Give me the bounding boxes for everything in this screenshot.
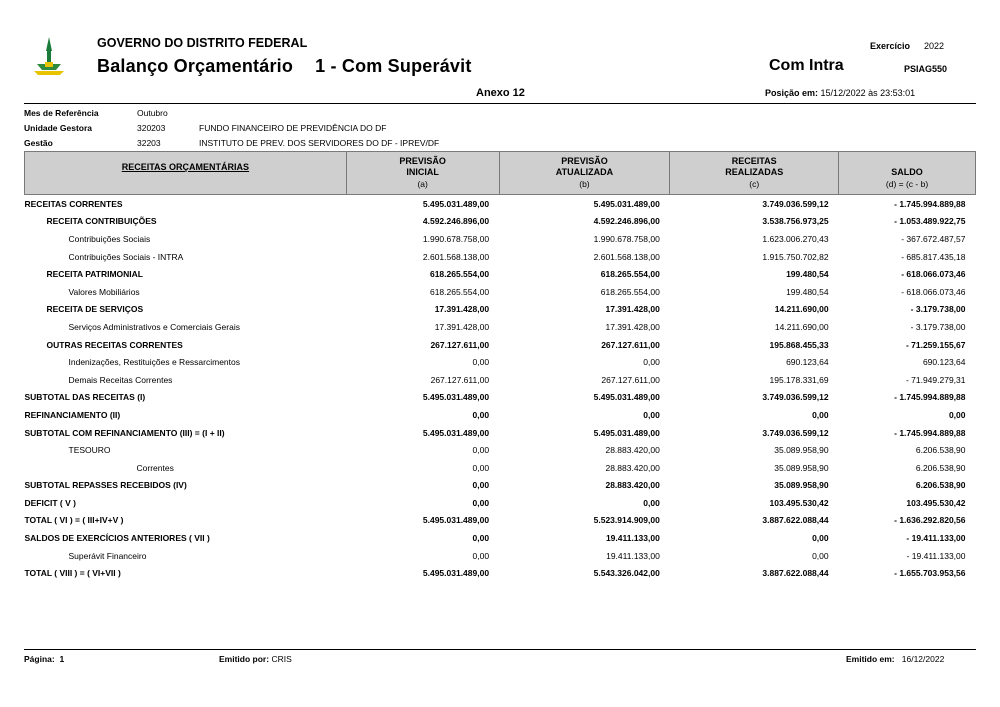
table-row: RECEITAS CORRENTES 5.495.031.489,00 5.495.031.489,00 3.749.036.599,12 - 1.745.994.889,88 bbox=[24, 198, 966, 209]
page-number: 1 bbox=[59, 654, 65, 664]
annex-label: Anexo 12 bbox=[476, 87, 525, 99]
header-divider bbox=[24, 103, 976, 104]
table-row: RECEITA PATRIMONIAL 618.265.554,00 618.265.554,00 199.480,54 - 618.066.073,46 bbox=[46, 269, 966, 280]
table-row: Correntes 0,00 28.883.420,00 35.089.958,90 6.206.538,90 bbox=[136, 462, 966, 473]
meta-unit-code: 320203 bbox=[137, 123, 166, 133]
meta-month-value: Outubro bbox=[137, 108, 168, 118]
table-row: TESOURO 0,00 28.883.420,00 35.089.958,90 6.206.538,90 bbox=[68, 445, 966, 456]
header-updated-forecast: PREVISÃO ATUALIZADA (b) bbox=[499, 152, 670, 195]
table-header-row bbox=[25, 152, 976, 195]
position-time: 23:53:01 bbox=[880, 88, 916, 98]
report-code: PSIAG550 bbox=[904, 64, 948, 74]
table-row: REFINANCIAMENTO (II) 0,00 0,00 0,00 0,00 bbox=[24, 409, 966, 420]
meta-gestao-code: 32203 bbox=[137, 138, 161, 148]
table-row: Valores Mobiliários 618.265.554,00 618.265.554,00 199.480,54 - 618.066.073,46 bbox=[68, 286, 966, 297]
table-row: Demais Receitas Correntes 267.127.611,00 267.127.611,00 195.178.331,69 - 71.949.279,31 bbox=[68, 374, 966, 385]
intra-label: Com Intra bbox=[769, 57, 844, 74]
position-label: Posição em: bbox=[765, 88, 819, 98]
table-row: DEFICIT ( V ) 0,00 0,00 103.495.530,42 103.495.530,42 bbox=[24, 497, 966, 508]
table-row: TOTAL ( VI ) = ( III+IV+V ) 5.495.031.489,00 5.523.914.909,00 3.887.622.088,44 - 1.636.292.820,56 bbox=[24, 515, 966, 526]
government-name: GOVERNO DO DISTRITO FEDERAL bbox=[97, 36, 308, 50]
report-title bbox=[97, 56, 472, 77]
table-row: Contribuições Sociais - INTRA 2.601.568.138,00 2.601.568.138,00 1.915.750.702,82 - 685.817.435,18 bbox=[68, 251, 966, 262]
report-subtitle: 1 - Com Superávit bbox=[315, 56, 472, 76]
emitted-by-value: CRIS bbox=[271, 654, 292, 664]
footer-emitted-by bbox=[219, 654, 292, 664]
footer-emitted-on bbox=[846, 654, 944, 664]
table-row: TOTAL ( VIII ) = ( VI+VII ) 5.495.031.489,00 5.543.326.042,00 3.887.622.088,44 - 1.655.703.953,56 bbox=[24, 568, 966, 579]
header-realized-revenue: RECEITAS REALIZADAS (c) bbox=[670, 152, 839, 195]
meta-unit-name: FUNDO FINANCEIRO DE PREVIDÊNCIA DO DF bbox=[199, 123, 387, 133]
table-row: Contribuições Sociais 1.990.678.758,00 1.990.678.758,00 1.623.006.270,43 - 367.672.487,57 bbox=[68, 233, 966, 244]
footer-divider bbox=[24, 649, 976, 650]
table-row: SALDOS DE EXERCÍCIOS ANTERIORES ( VII ) 0,00 19.411.133,00 0,00 - 19.411.133,00 bbox=[24, 533, 966, 544]
table-row: SUBTOTAL DAS RECEITAS (I) 5.495.031.489,00 5.495.031.489,00 3.749.036.599,12 - 1.745.994.889,88 bbox=[24, 392, 966, 403]
page-label: Página: bbox=[24, 654, 55, 664]
meta-gestao-label: Gestão bbox=[24, 138, 53, 148]
exercise-value: 2022 bbox=[924, 41, 945, 51]
emitted-by-label: Emitido por: bbox=[219, 654, 270, 664]
emitted-on-value: 16/12/2022 bbox=[901, 654, 945, 664]
table-row: SUBTOTAL COM REFINANCIAMENTO (III) = (I + II) 5.495.031.489,00 5.495.031.489,00 3.749.036.599,12 - 1.745.994.889,88 bbox=[24, 427, 966, 438]
position-info bbox=[765, 88, 915, 98]
table-row: SUBTOTAL REPASSES RECEBIDOS (IV) 0,00 28.883.420,00 35.089.958,90 6.206.538,90 bbox=[24, 480, 966, 491]
table-row: RECEITA DE SERVIÇOS 17.391.428,00 17.391.428,00 14.211.690,00 - 3.179.738,00 bbox=[46, 304, 966, 315]
table-row: Serviços Administrativos e Comerciais Gerais 17.391.428,00 17.391.428,00 14.211.690,00 - 3.179.738,00 bbox=[68, 321, 966, 332]
position-date: 15/12/2022 bbox=[820, 88, 866, 98]
budget-table bbox=[24, 151, 976, 582]
table-row: RECEITA CONTRIBUIÇÕES 4.592.246.896,00 4.592.246.896,00 3.538.756.973,25 - 1.053.489.922,75 bbox=[46, 216, 966, 227]
meta-month-label: Mes de Referência bbox=[24, 108, 99, 118]
emitted-on-label: Emitido em: bbox=[846, 654, 895, 664]
header-initial-forecast: PREVISÃO INICIAL (a) bbox=[346, 152, 499, 195]
header-description: RECEITAS ORÇAMENTÁRIAS bbox=[25, 152, 347, 195]
exercise-label: Exercício bbox=[870, 41, 911, 51]
header-balance: SALDO (d) = (c - b) bbox=[839, 152, 976, 195]
table-row: Superávit Financeiro 0,00 19.411.133,00 0,00 - 19.411.133,00 bbox=[68, 550, 966, 561]
table-row: Indenizações, Restituições e Ressarcimentos 0,00 0,00 690.123,64 690.123,64 bbox=[68, 357, 966, 368]
position-sep: às bbox=[868, 88, 878, 98]
report-title-main: Balanço Orçamentário bbox=[97, 56, 294, 76]
gdf-logo-icon bbox=[34, 37, 64, 79]
table-row: OUTRAS RECEITAS CORRENTES 267.127.611,00 267.127.611,00 195.868.455,33 - 71.259.155,67 bbox=[46, 339, 966, 350]
meta-gestao-name: INSTITUTO DE PREV. DOS SERVIDORES DO DF - IPREV/DF bbox=[199, 138, 440, 148]
footer-page bbox=[24, 654, 64, 664]
meta-unit-label: Unidade Gestora bbox=[24, 123, 93, 133]
